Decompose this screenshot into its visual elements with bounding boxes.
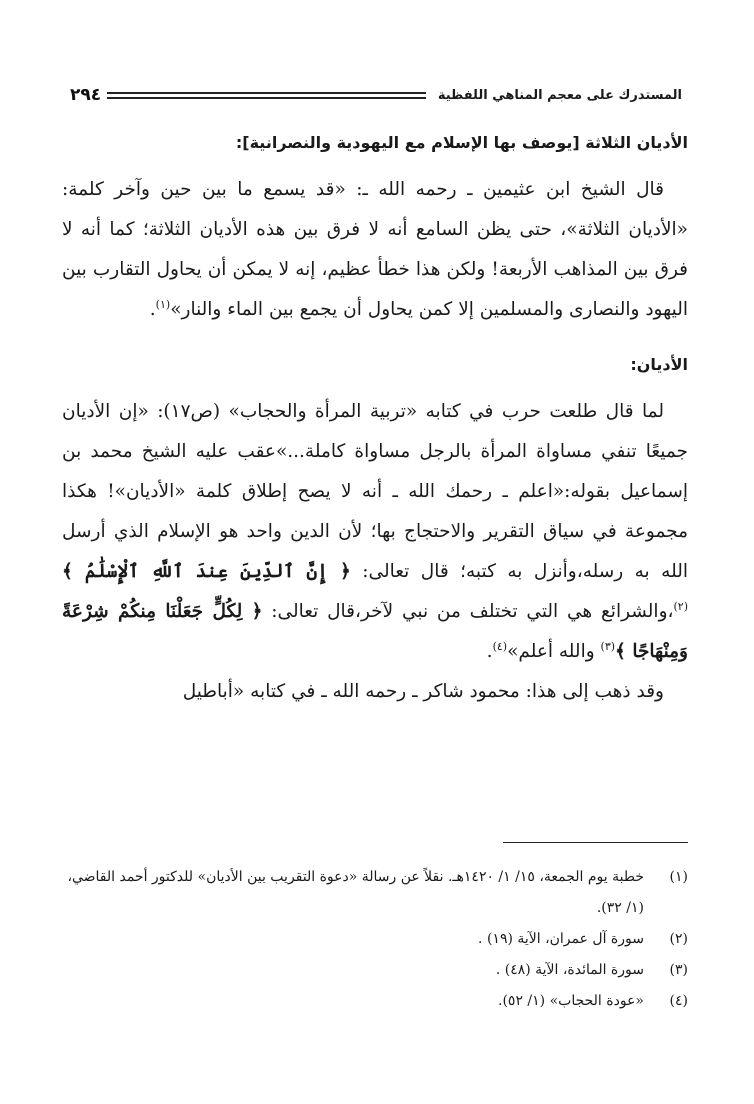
- paragraph-text: لما قال طلعت حرب في كتابه «تربية المرأة والحجاب» (ص١٧): «إن الأديان جميعًا تنفي مساواة المرأة بالرجل مساواة كاملة...»عقب عليه الشيخ محمد بن إسماعيل بقوله:«اعلم ـ رحمك الله ـ أنه لا يصح إطلاق كلمة «الأديان»! هكذا مجموعة في سياق التقرير والاحتجاج بها؛ لأن الدين واحد هو الإسلام الذي أرسل الله به رسله،وأنزل به كتبه؛ قال تعالى:: [62, 401, 688, 582]
- section-heading-religions: الأديان:: [630, 355, 688, 374]
- paragraph-ibn-uthaymeen: [62, 170, 688, 330]
- paragraph-text: ،والشرائع هي التي تختلف من نبي لآخر،قال تعالى:: [262, 601, 674, 622]
- footnote-number: (٣): [669, 962, 688, 978]
- paragraph-talaat-harb: [62, 392, 688, 672]
- footnote-item: [62, 862, 688, 924]
- footnote-separator: [503, 842, 688, 843]
- footnote-text: «عودة الحجاب» (١/ ٥٢).: [498, 993, 644, 1009]
- running-header: [62, 80, 688, 110]
- footnote-item: [62, 986, 688, 1017]
- paragraph-text: والله أعلم»: [507, 641, 601, 662]
- footnote-item: [62, 955, 688, 986]
- footnote-number: (٢): [669, 931, 688, 947]
- footnote-number: (١): [669, 869, 688, 885]
- section-heading-three-religions: الأديان الثلاثة [يوصف بها الإسلام مع اليهودية والنصرانية]:: [235, 133, 688, 152]
- footnote-ref-2[interactable]: (٢): [673, 599, 688, 613]
- book-title: المستدرك على معجم المناهي اللفظية: [437, 87, 682, 103]
- quran-verse-1: ﴿ إِنَّ ٱلدِّينَ عِندَ ٱللَّهِ ٱلْإِسْلَٰمُ ﴾: [62, 561, 351, 582]
- paragraph-end: .: [149, 299, 156, 320]
- quran-verse-2: ﴿ لِكُلٍّ جَعَلْنَا مِنكُمْ شِرْعَةً وَمِنْهَاجًا ﴾: [62, 601, 688, 662]
- footnote-item: [62, 924, 688, 955]
- footnote-ref-1[interactable]: (١): [155, 297, 171, 311]
- footnote-text: سورة آل عمران، الآية (١٩) .: [478, 931, 644, 947]
- footnote-text: خطبة يوم الجمعة، ١٥/ ١/ ١٤٢٠هـ. نقلاً عن رسالة «دعوة التقريب بين الأديان» للدكتور أحمد القاضي، (١/ ٣٢).: [67, 869, 644, 916]
- header-rule: [107, 92, 426, 99]
- page-number: ٢٩٤: [70, 85, 102, 105]
- paragraph-end: .: [486, 641, 493, 662]
- footnote-ref-4[interactable]: (٤): [492, 639, 508, 653]
- footnotes: [62, 862, 688, 1017]
- footnote-text: سورة المائدة، الآية (٤٨) .: [495, 962, 644, 978]
- paragraph-mahmoud-shakir: وقد ذهب إلى هذا: محمود شاكر ـ رحمه الله ـ في كتابه «أباطيل: [182, 681, 664, 702]
- paragraph-text: قال الشيخ ابن عثيمين ـ رحمه الله ـ: «قد يسمع ما بين حين وآخر كلمة: «الأديان الثلاثة»، حتى يظن السامع أنه لا فرق بين هذه الأديان الثلاثة؛ كما أنه لا فرق بين المذاهب الأربعة! ولكن هذا خطأ عظيم، إنه لا يمكن أن يحاول التقارب بين اليهود والنصارى والمسلمين إلا كمن يحاول أن يجمع بين الماء والنار»: [62, 179, 688, 320]
- footnote-ref-3[interactable]: (٣): [600, 639, 616, 653]
- footnote-number: (٤): [669, 993, 688, 1009]
